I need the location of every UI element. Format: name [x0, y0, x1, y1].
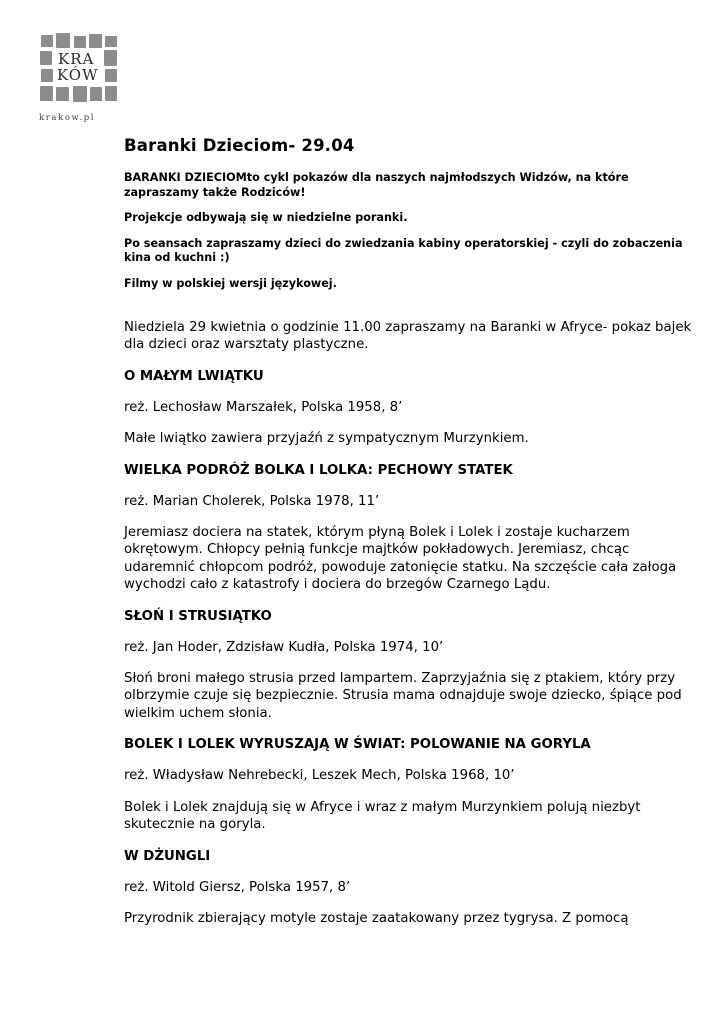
logo-text-line2: KÓW [57, 66, 99, 84]
film-description: Słoń broni małego strusia przed lampartem. Zaprzyjaźnia się z ptakiem, który przy olbrzymie czuje się bezpiecznie. Strusia mama odnajduje swoje dziecko, śpiące pod wielkim uchem słonia. [124, 671, 682, 721]
logo-tile [90, 87, 102, 101]
logo-tile [105, 69, 117, 82]
film-entry [124, 368, 704, 448]
film-description: Jeremiasz dociera na statek, którym płyną Bolek i Lolek i zostaje kucharzem okrętowym. Chłopcy pełnią funkcje majtków pokładowych. Jeremiasz, chcąc udaremnić chłopcom podróż, powoduje zatonięcie statku. Na szczęście cała załoga wychodzi cało z katastrofy i dociera do brzegów Czarnego Lądu. [124, 525, 677, 593]
film-entry [124, 736, 704, 833]
film-title: BOLEK I LOLEK WYRUSZAJĄ W ŚWIAT: POLOWANIE NA GORYLA [124, 737, 591, 753]
logo-tile [40, 51, 52, 65]
film-title: O MAŁYM LWIĄTKU [124, 368, 264, 384]
film-title: WIELKA PODRÓŻ BOLKA I LOLKA: PECHOWY STATEK [124, 462, 513, 478]
logo-tile [74, 36, 86, 48]
logo-tile [105, 36, 117, 47]
logo-tile [56, 87, 69, 101]
film-description: Przyrodnik zbierający motyle zostaje zaatakowany przez tygrysa. Z pomocą [124, 910, 629, 926]
page-title: Baranki Dzieciom- 29.04 [124, 136, 355, 155]
intro-paragraph: Po seansach zapraszamy dzieci do zwiedzania kabiny operatorskiej - czyli do zobaczenia kina od kuchni :) [124, 236, 683, 264]
film-description: Bolek i Lolek znajdują się w Afryce i wraz z małym Murzynkiem polują niezbyt skutecznie na goryla. [124, 799, 641, 833]
logo-tile [41, 69, 53, 82]
film-title: SŁOŃ I STRUSIĄTKO [124, 608, 272, 624]
film-description: Małe lwiątko zawiera przyjaźń z sympatycznym Murzynkiem. [124, 431, 529, 447]
logo-tile [105, 86, 117, 101]
film-credits: reż. Jan Hoder, Zdzisław Kudła, Polska 1974, 10’ [124, 639, 444, 655]
logo-tile [73, 86, 87, 102]
film-title: W DŻUNGLI [124, 848, 211, 864]
spacer [124, 302, 704, 319]
logo-tile [104, 50, 117, 66]
film-entry [124, 848, 704, 928]
intro-paragraph: Filmy w polskiej wersji językowej. [124, 276, 337, 290]
film-credits: reż. Władysław Nehrebecki, Leszek Mech, Polska 1968, 10’ [124, 768, 515, 784]
announcement: Niedziela 29 kwietnia o godzinie 11.00 zapraszamy na Baranki w Afryce- pokaz bajek dla dzieci oraz warsztaty plastyczne. [124, 320, 692, 353]
logo-tile [56, 33, 70, 48]
document-body [124, 136, 704, 941]
logo-tile [41, 35, 53, 47]
logo-tile [40, 86, 53, 101]
film-credits: reż. Witold Giersz, Polska 1957, 8’ [124, 879, 351, 895]
film-credits: reż. Marian Cholerek, Polska 1978, 11’ [124, 493, 380, 509]
intro-paragraph: BARANKI DZIECIOMto cykl pokazów dla naszych najmłodszych Widzów, na które zapraszamy także Rodziców! [124, 171, 629, 199]
logo-url: krakow.pl [39, 113, 96, 123]
film-entry [124, 608, 704, 723]
film-credits: reż. Lechosław Marszałek, Polska 1958, 8’ [124, 399, 403, 415]
film-entry [124, 462, 704, 594]
krakow-logo [38, 30, 122, 126]
logo-text-line1: KRA [58, 50, 95, 68]
intro-paragraph: Projekcje odbywają się w niedzielne poranki. [124, 211, 408, 224]
logo-tile [89, 34, 102, 48]
